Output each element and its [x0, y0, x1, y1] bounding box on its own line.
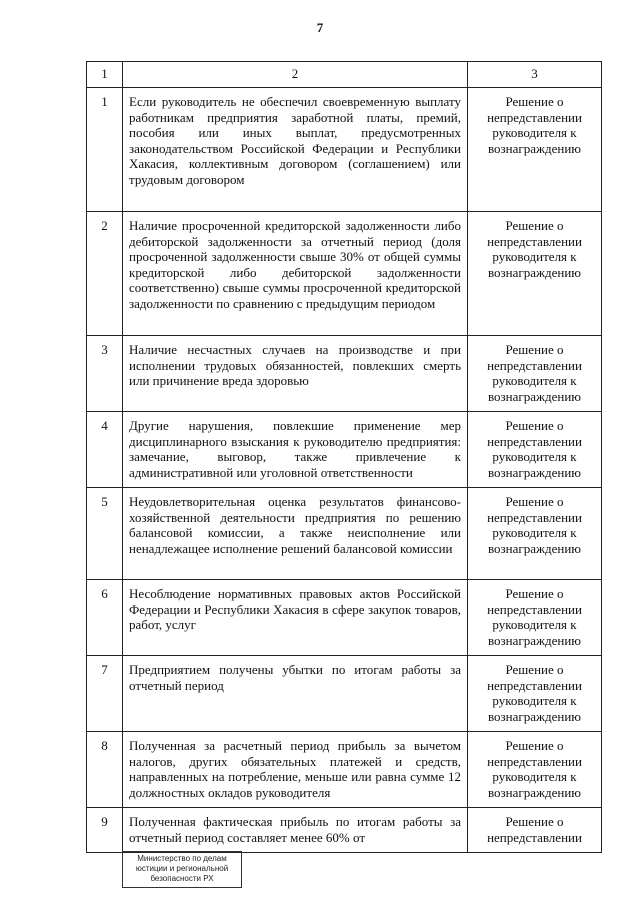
table-row	[87, 212, 602, 336]
table-row	[87, 808, 602, 853]
row-condition: Если руководитель не обеспечил своевременную выплату работникам предприятия заработной платы, премий, пособия или иных выплат, предусмотренных законодательством Российской Федерации и Республики Хакасия, коллективным договором (соглашением) или трудовым договором	[123, 88, 468, 212]
row-number: 5	[87, 488, 123, 580]
table-row	[87, 656, 602, 732]
row-number: 9	[87, 808, 123, 853]
row-condition: Несоблюдение нормативных правовых актов Российской Федерации и Республики Хакасия в сфере закупок товаров, работ, услуг	[123, 580, 468, 656]
row-number: 4	[87, 412, 123, 488]
row-decision: Решение о непредставлении руководителя к вознаграждению	[468, 732, 602, 808]
row-condition: Полученная за расчетный период прибыль за вычетом налогов, других обязательных платежей и средств, направленных на потребление, меньше или равна сумме 12 должностных окладов руководителя	[123, 732, 468, 808]
row-number: 1	[87, 88, 123, 212]
stamp-line: юстиции и региональной	[135, 864, 229, 873]
header-cell-3: 3	[468, 62, 602, 88]
row-decision: Решение о непредставлении руководителя к вознаграждению	[468, 488, 602, 580]
stamp-line: Министерство по делам	[137, 854, 227, 863]
row-decision: Решение о непредставлении руководителя к вознаграждению	[468, 656, 602, 732]
page-number: 7	[316, 20, 324, 35]
row-condition: Предприятием получены убытки по итогам работы за отчетный период	[123, 656, 468, 732]
row-decision: Решение о непредставлении руководителя к вознаграждению	[468, 580, 602, 656]
row-number: 3	[87, 336, 123, 412]
row-condition: Неудовлетворительная оценка результатов финансово-хозяйственной деятельности предприятия по решению балансовой комиссии, а также неисполнение или ненадлежащее исполнение решений балансовой комиссии	[123, 488, 468, 580]
row-decision: Решение о непредставлении	[468, 808, 602, 853]
header-cell-2: 2	[123, 62, 468, 88]
table-row	[87, 732, 602, 808]
row-decision: Решение о непредставлении руководителя к вознаграждению	[468, 336, 602, 412]
conditions-table	[86, 61, 602, 853]
stamp-line: безопасности РХ	[150, 874, 214, 883]
ministry-stamp	[122, 851, 242, 888]
header-cell-1: 1	[87, 62, 123, 88]
row-number: 6	[87, 580, 123, 656]
row-decision: Решение о непредставлении руководителя к вознаграждению	[468, 212, 602, 336]
row-number: 7	[87, 656, 123, 732]
row-condition: Наличие просроченной кредиторской задолженности либо дебиторской задолженности за отчетный период (доля просроченной задолженности свыше 30% от общей суммы кредиторской либо дебиторской задолженности соответственно) свыше суммы просроченной кредиторской задолженности по сравнению с предыдущим периодом	[123, 212, 468, 336]
table-row	[87, 88, 602, 212]
table-row	[87, 488, 602, 580]
table-header-row	[87, 62, 602, 88]
table-row	[87, 412, 602, 488]
row-decision: Решение о непредставлении руководителя к вознаграждению	[468, 88, 602, 212]
row-condition: Полученная фактическая прибыль по итогам работы за отчетный период составляет менее 60% от	[123, 808, 468, 853]
row-condition: Наличие несчастных случаев на производстве и при исполнении трудовых обязанностей, повлекших смерть или причинение вреда здоровью	[123, 336, 468, 412]
row-number: 8	[87, 732, 123, 808]
table-row	[87, 336, 602, 412]
row-number: 2	[87, 212, 123, 336]
row-decision: Решение о непредставлении руководителя к вознаграждению	[468, 412, 602, 488]
table-row	[87, 580, 602, 656]
row-condition: Другие нарушения, повлекшие применение мер дисциплинарного взыскания к руководителю предприятия: замечание, выговор, также привлечение к административной или уголовной ответственности	[123, 412, 468, 488]
